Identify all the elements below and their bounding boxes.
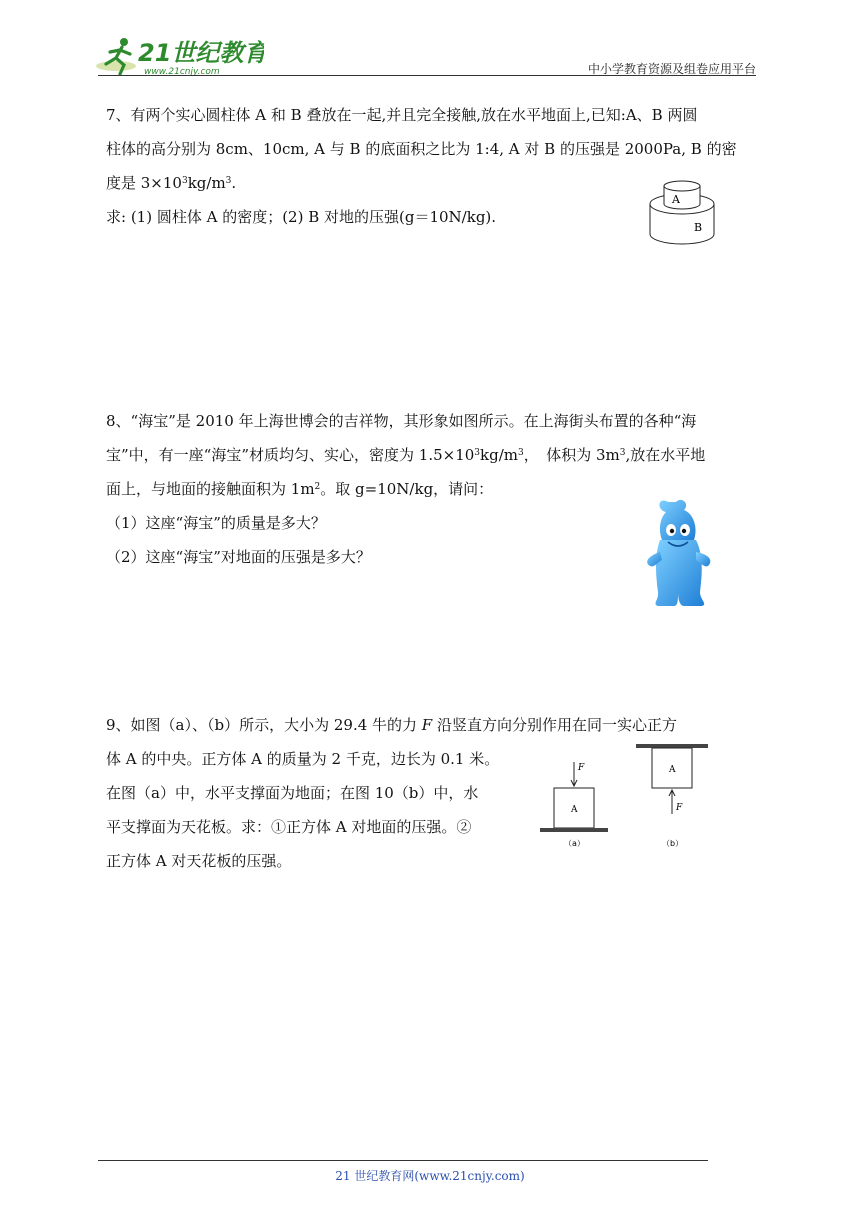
cylinder-a-label: A (672, 193, 680, 206)
runner-logo-icon (94, 34, 264, 78)
block-a-label: A (571, 805, 578, 815)
q9-text: 9、如图（a）、（b）所示，大小为 29.4 牛的力 (106, 716, 422, 734)
q8-text: 。取 g=10N/kg，请问： (320, 480, 494, 498)
q8-text: kg/m (480, 446, 518, 464)
force-b-label: F (676, 803, 683, 813)
q8-text: ， 体积为 3m (523, 446, 620, 464)
footer-link[interactable]: 21 世纪教育网(www.21cnjy.com) (335, 1169, 525, 1183)
q8-sup: 3 (518, 448, 524, 459)
question-7 (106, 98, 737, 234)
logo-url-text: www.21cnjy.com (144, 67, 220, 77)
force-a-label: F (578, 763, 585, 773)
force-diagram-figure (534, 740, 724, 856)
q9-text: 沿竖直方向分别作用在同一实心正方 (432, 716, 677, 734)
block-b-label: A (669, 765, 676, 775)
q9-line-3: 在图（a）中，水平支撑面为地面；在图 10（b）中，水 (106, 784, 479, 802)
question-8 (106, 404, 705, 574)
header-divider (98, 75, 756, 76)
q7-line-3 (106, 166, 737, 200)
q7-text: kg/m (187, 174, 226, 192)
q9-line-5: 正方体 A 对天花板的压强。 (106, 852, 292, 870)
q9-force-symbol: F (421, 716, 433, 734)
figure-b-caption: （b） (662, 839, 684, 848)
q8-sup: 2 (314, 482, 321, 493)
q8-text: 宝”中，有一座“海宝”材质均匀、实心，密度为 1.5×10 (106, 446, 475, 464)
stacked-cylinders-figure (646, 178, 718, 254)
q8-line-3 (106, 472, 705, 506)
q9-line-1 (106, 708, 677, 742)
q9-line-4: 平支撑面为天花板。求：①正方体 A 对地面的压强。② (106, 818, 472, 836)
q8-text: 面上，与地面的接触面积为 1m (106, 480, 315, 498)
footer-divider (98, 1160, 708, 1161)
cylinder-b-label: B (694, 221, 703, 234)
q8-line-1: 8、“海宝”是 2010 年上海世博会的吉祥物，其形象如图所示。在上海街头布置的各种“海 (106, 412, 697, 430)
q7-text: . (231, 174, 237, 192)
q8-sup: 3 (619, 448, 626, 459)
q8-text: ,放在水平地 (625, 446, 706, 464)
q8-line-2 (106, 438, 705, 472)
q7-text: 度是 3×10 (106, 174, 182, 192)
q7-line-1: 7、有两个实心圆柱体 A 和 B 叠放在一起,并且完全接触,放在水平地面上,已知:A、B 两圆 (106, 106, 698, 124)
q7-line-2: 柱体的高分别为 8cm、10cm, A 与 B 的底面积之比为 1:4, A 对 B 的压强是 2000Pa, B 的密 (106, 140, 737, 158)
q8-line-4: （1）这座“海宝”的质量是多大？ (106, 514, 326, 532)
logo-main-text: 21世纪教育 (138, 39, 264, 67)
q7-line-4: 求: (1) 圆柱体 A 的密度；(2) B 对地的压强(g＝10N/kg). (106, 208, 497, 226)
q8-line-5: （2）这座“海宝”对地面的压强是多大？ (106, 548, 371, 566)
q9-line-2: 体 A 的中央。正方体 A 的质量为 2 千克，边长为 0.1 米。 (106, 750, 500, 768)
q8-sup: 3 (474, 448, 481, 459)
figure-a-caption: （a） (564, 839, 585, 848)
q7-sup: 3 (225, 176, 232, 187)
q7-sup: 3 (181, 176, 188, 187)
haibao-mascot-image (638, 496, 718, 614)
platform-name: 中小学教育资源及组卷应用平台 (587, 62, 756, 76)
